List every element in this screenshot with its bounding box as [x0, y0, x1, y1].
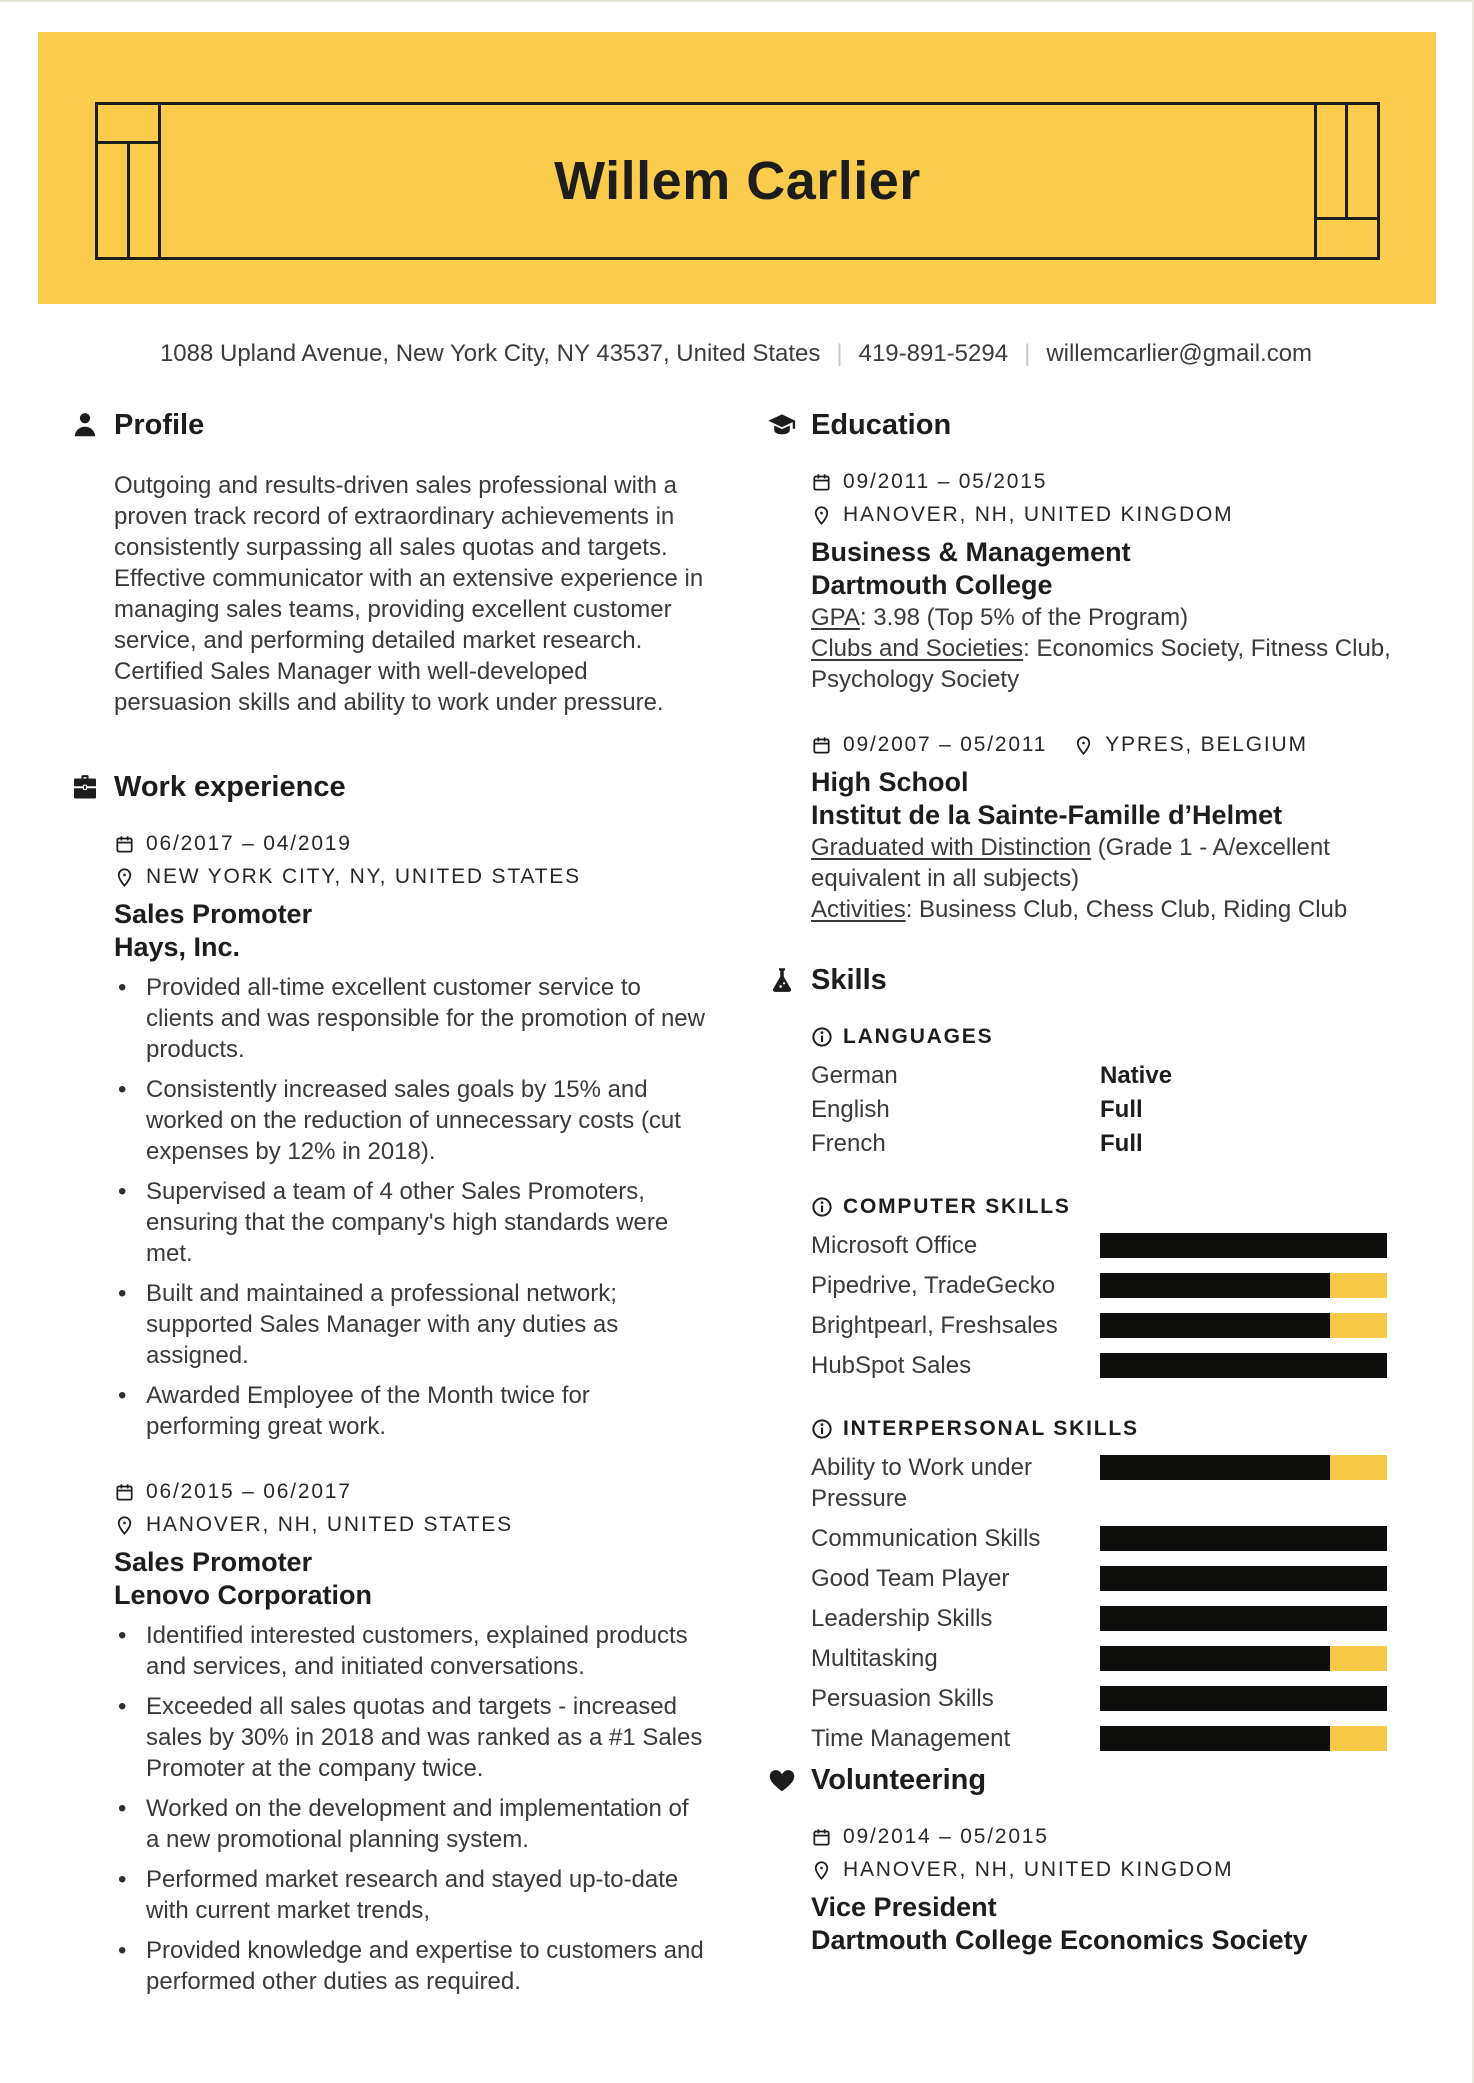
date-range: 06/2015 – 06/2017: [146, 1480, 352, 1503]
language-name: French: [811, 1130, 886, 1157]
skill-bar: [1100, 1646, 1387, 1671]
skill-name: Microsoft Office: [811, 1232, 978, 1259]
location-pin-icon: [114, 1515, 135, 1536]
education-entry: [811, 470, 1403, 695]
work-section-title: [114, 770, 706, 804]
date-range: 06/2017 – 04/2019: [146, 832, 352, 855]
school-name: Institut de la Sainte-Famille d’Helmet: [811, 800, 1283, 830]
contact-separator: |: [836, 340, 843, 367]
job-title: Sales Promoter: [114, 899, 313, 929]
skill-name: HubSpot Sales: [811, 1352, 972, 1379]
job-title: Sales Promoter: [114, 1547, 313, 1577]
volunteer-role: Vice President: [811, 1892, 997, 1922]
date-line: [114, 1480, 706, 1504]
skill-bar-fill: [1100, 1273, 1330, 1298]
frame-ornament-right: [1345, 105, 1348, 217]
section-title-label: Education: [811, 409, 952, 441]
skill-bar: [1100, 1273, 1387, 1298]
skill-row: [811, 1723, 1403, 1754]
skill-bar-fill: [1100, 1726, 1330, 1751]
contact-separator: |: [1024, 340, 1031, 367]
skill-name: Time Management: [811, 1725, 1011, 1752]
frame-ornament-right: [1314, 217, 1377, 220]
calendar-icon: [114, 834, 135, 855]
education-entry: [811, 733, 1403, 925]
skill-name: Brightpearl, Freshsales: [811, 1312, 1058, 1339]
date-line: [811, 733, 1047, 757]
skill-bar-fill: [1100, 1646, 1330, 1671]
job-bullet: • Provided knowledge and expertise to customers and performed other duties as required.: [114, 1935, 706, 1997]
skill-name: Leadership Skills: [811, 1605, 993, 1632]
language-name: German: [811, 1062, 898, 1089]
job-bullet: • Exceeded all sales quotas and targets - increased sales by 30% in 2018 and was ranked as a #1 Sales Promoter at the company twice.: [114, 1691, 706, 1784]
skill-row: [811, 1310, 1403, 1341]
frame-ornament-right: [1314, 105, 1317, 257]
activities-value: : Business Club, Chess Club, Riding Club: [905, 896, 1348, 923]
skill-bar-fill: [1100, 1606, 1387, 1631]
gpa-line: [811, 602, 1403, 633]
volunteering-entry: [811, 1825, 1403, 1957]
location-pin-icon: [1073, 735, 1094, 756]
language-row: [811, 1094, 1403, 1125]
job-bullet: • Built and maintained a professional network; supported Sales Manager with any duties as assigned.: [114, 1278, 706, 1371]
skill-name: Good Team Player: [811, 1565, 1010, 1592]
skill-name: Pipedrive, TradeGecko: [811, 1272, 1056, 1299]
degree-title: High School: [811, 767, 969, 797]
briefcase-icon: [70, 772, 100, 802]
skill-name: Communication Skills: [811, 1525, 1041, 1552]
location-line: [114, 865, 706, 889]
job-bullet: • Provided all-time excellent customer service to clients and was responsible for the promotion of new products.: [114, 972, 706, 1065]
location-line: [811, 1858, 1403, 1882]
skill-bar: [1100, 1526, 1387, 1551]
skill-row: [811, 1452, 1403, 1514]
location-text: YPRES, BELGIUM: [1105, 733, 1308, 756]
job-bullet: • Performed market research and stayed up-to-date with current market trends,: [114, 1864, 706, 1926]
gpa-value: : 3.98 (Top 5% of the Program): [859, 604, 1189, 631]
computer-skills-subheading: [811, 1195, 1403, 1219]
clubs-label: Clubs and Societies: [811, 635, 1024, 662]
job-bullet: • Supervised a team of 4 other Sales Promoters, ensuring that the company's high standards were met.: [114, 1176, 706, 1269]
skill-bar-fill: [1100, 1455, 1330, 1480]
left-column: [114, 408, 706, 2035]
section-title-label: Skills: [811, 964, 887, 996]
location-pin-icon: [114, 867, 135, 888]
location-pin-icon: [811, 505, 832, 526]
location-pin-icon: [811, 1860, 832, 1881]
distinction-value: (Grade 1 - A/excellent equivalent in all subjects): [811, 834, 1330, 892]
volunteering-section-title: [811, 1763, 1403, 1797]
skill-bar: [1100, 1606, 1387, 1631]
skill-name: Persuasion Skills: [811, 1685, 994, 1712]
location-line: [1073, 733, 1308, 757]
info-icon: [811, 1418, 833, 1440]
gpa-label: GPA: [811, 604, 860, 631]
date-range: 09/2011 – 05/2015: [843, 470, 1048, 493]
skill-row: [811, 1683, 1403, 1714]
activities-line: [811, 894, 1403, 925]
frame-ornament-left: [127, 141, 130, 257]
skill-bar: [1100, 1686, 1387, 1711]
job-bullet: • Awarded Employee of the Month twice for performing great work.: [114, 1380, 706, 1442]
activities-label: Activities: [811, 896, 906, 923]
graduation-cap-icon: [767, 410, 797, 440]
subheading-label: COMPUTER SKILLS: [843, 1195, 1071, 1218]
location-line: [811, 503, 1403, 527]
skill-bar: [1100, 1233, 1387, 1258]
skill-row: [811, 1523, 1403, 1554]
job-bullet: • Identified interested customers, explained products and services, and initiated conversations.: [114, 1620, 706, 1682]
date-line: [811, 1825, 1403, 1849]
skill-bar-fill: [1100, 1313, 1330, 1338]
language-level: Full: [1100, 1096, 1143, 1123]
candidate-name: Willem Carlier: [554, 151, 921, 211]
date-line: [811, 470, 1403, 494]
location-text: HANOVER, NH, UNITED KINGDOM: [843, 503, 1234, 526]
company-name: Hays, Inc.: [114, 932, 241, 962]
frame-ornament-left: [158, 105, 161, 257]
language-row: [811, 1128, 1403, 1159]
language-level: Full: [1100, 1130, 1143, 1157]
location-text: HANOVER, NH, UNITED STATES: [146, 1513, 513, 1536]
distinction-line: [811, 832, 1403, 894]
location-line: [114, 1513, 706, 1537]
language-name: English: [811, 1096, 890, 1123]
degree-title: Business & Management: [811, 537, 1131, 567]
languages-subheading: [811, 1025, 1403, 1049]
heart-icon: [767, 1765, 797, 1795]
right-column: [811, 408, 1403, 1995]
skill-bar: [1100, 1313, 1387, 1338]
skill-bar-fill: [1100, 1566, 1387, 1591]
skill-bar: [1100, 1726, 1387, 1751]
language-level: Native: [1100, 1062, 1173, 1089]
subheading-label: INTERPERSONAL SKILLS: [843, 1417, 1139, 1440]
contact-line: [0, 340, 1472, 368]
date-line: [114, 832, 706, 856]
section-title-label: Volunteering: [811, 1764, 987, 1796]
language-row: [811, 1060, 1403, 1091]
name-frame: [95, 102, 1380, 260]
skill-row: [811, 1230, 1403, 1261]
job-bullet: • Worked on the development and implementation of a new promotional planning system.: [114, 1793, 706, 1855]
clubs-line: [811, 633, 1403, 695]
skill-row: [811, 1643, 1403, 1674]
info-icon: [811, 1196, 833, 1218]
flask-icon: [767, 965, 797, 995]
skills-section-title: [811, 963, 1403, 997]
job-bullet-list: [114, 972, 706, 1442]
contact-phone: 419-891-5294: [858, 340, 1009, 367]
contact-email: willemcarlier@gmail.com: [1046, 340, 1313, 367]
location-text: NEW YORK CITY, NY, UNITED STATES: [146, 865, 581, 888]
skill-bar-fill: [1100, 1233, 1387, 1258]
calendar-icon: [114, 1482, 135, 1503]
contact-address: 1088 Upland Avenue, New York City, NY 43537, United States: [159, 340, 821, 367]
calendar-icon: [811, 1827, 832, 1848]
work-entry: [114, 832, 706, 1442]
volunteer-organization: Dartmouth College Economics Society: [811, 1925, 1308, 1955]
section-title-label: Work experience: [114, 771, 346, 803]
skill-bar-fill: [1100, 1526, 1387, 1551]
date-range: 09/2007 – 05/2011: [843, 733, 1048, 756]
work-entry: [114, 1480, 706, 1997]
skill-bar-fill: [1100, 1353, 1387, 1378]
header-banner: [38, 32, 1436, 304]
date-range: 09/2014 – 05/2015: [843, 1825, 1049, 1848]
location-text: HANOVER, NH, UNITED KINGDOM: [843, 1858, 1234, 1881]
calendar-icon: [811, 472, 832, 493]
skill-row: [811, 1270, 1403, 1301]
distinction-label: Graduated with Distinction: [811, 834, 1092, 861]
calendar-icon: [811, 735, 832, 756]
profile-section-title: [114, 408, 706, 442]
date-location-line: [811, 733, 1403, 766]
profile-summary: Outgoing and results-driven sales professional with a proven track record of extraordinary achievements in consistently surpassing all sales quotas and targets. Effective communicator with an extensive experience in managing sales teams, providing excellent customer service, and performing detailed market research. Certified Sales Manager with well-developed persuasion skills and ability to work under pressure.: [114, 472, 704, 716]
skill-name: Multitasking: [811, 1645, 938, 1672]
school-name: Dartmouth College: [811, 570, 1053, 600]
skill-bar: [1100, 1455, 1387, 1480]
job-bullet-list: [114, 1620, 706, 1997]
job-bullet: • Consistently increased sales goals by 15% and worked on the reduction of unnecessary costs (cut expenses by 12% in 2018).: [114, 1074, 706, 1167]
skill-row: [811, 1603, 1403, 1634]
skill-bar: [1100, 1566, 1387, 1591]
skill-row: [811, 1563, 1403, 1594]
skill-name: Ability to Work under Pressure: [811, 1454, 1032, 1512]
subheading-label: LANGUAGES: [843, 1025, 994, 1048]
info-icon: [811, 1026, 833, 1048]
clubs-value: : Economics Society, Fitness Club, Psychology Society: [811, 635, 1391, 693]
section-title-label: Profile: [114, 409, 205, 441]
skill-row: [811, 1350, 1403, 1381]
education-section-title: [811, 408, 1403, 442]
person-icon: [70, 410, 100, 440]
skill-bar: [1100, 1353, 1387, 1378]
skill-bar-fill: [1100, 1686, 1387, 1711]
interpersonal-skills-subheading: [811, 1417, 1403, 1441]
company-name: Lenovo Corporation: [114, 1580, 372, 1610]
